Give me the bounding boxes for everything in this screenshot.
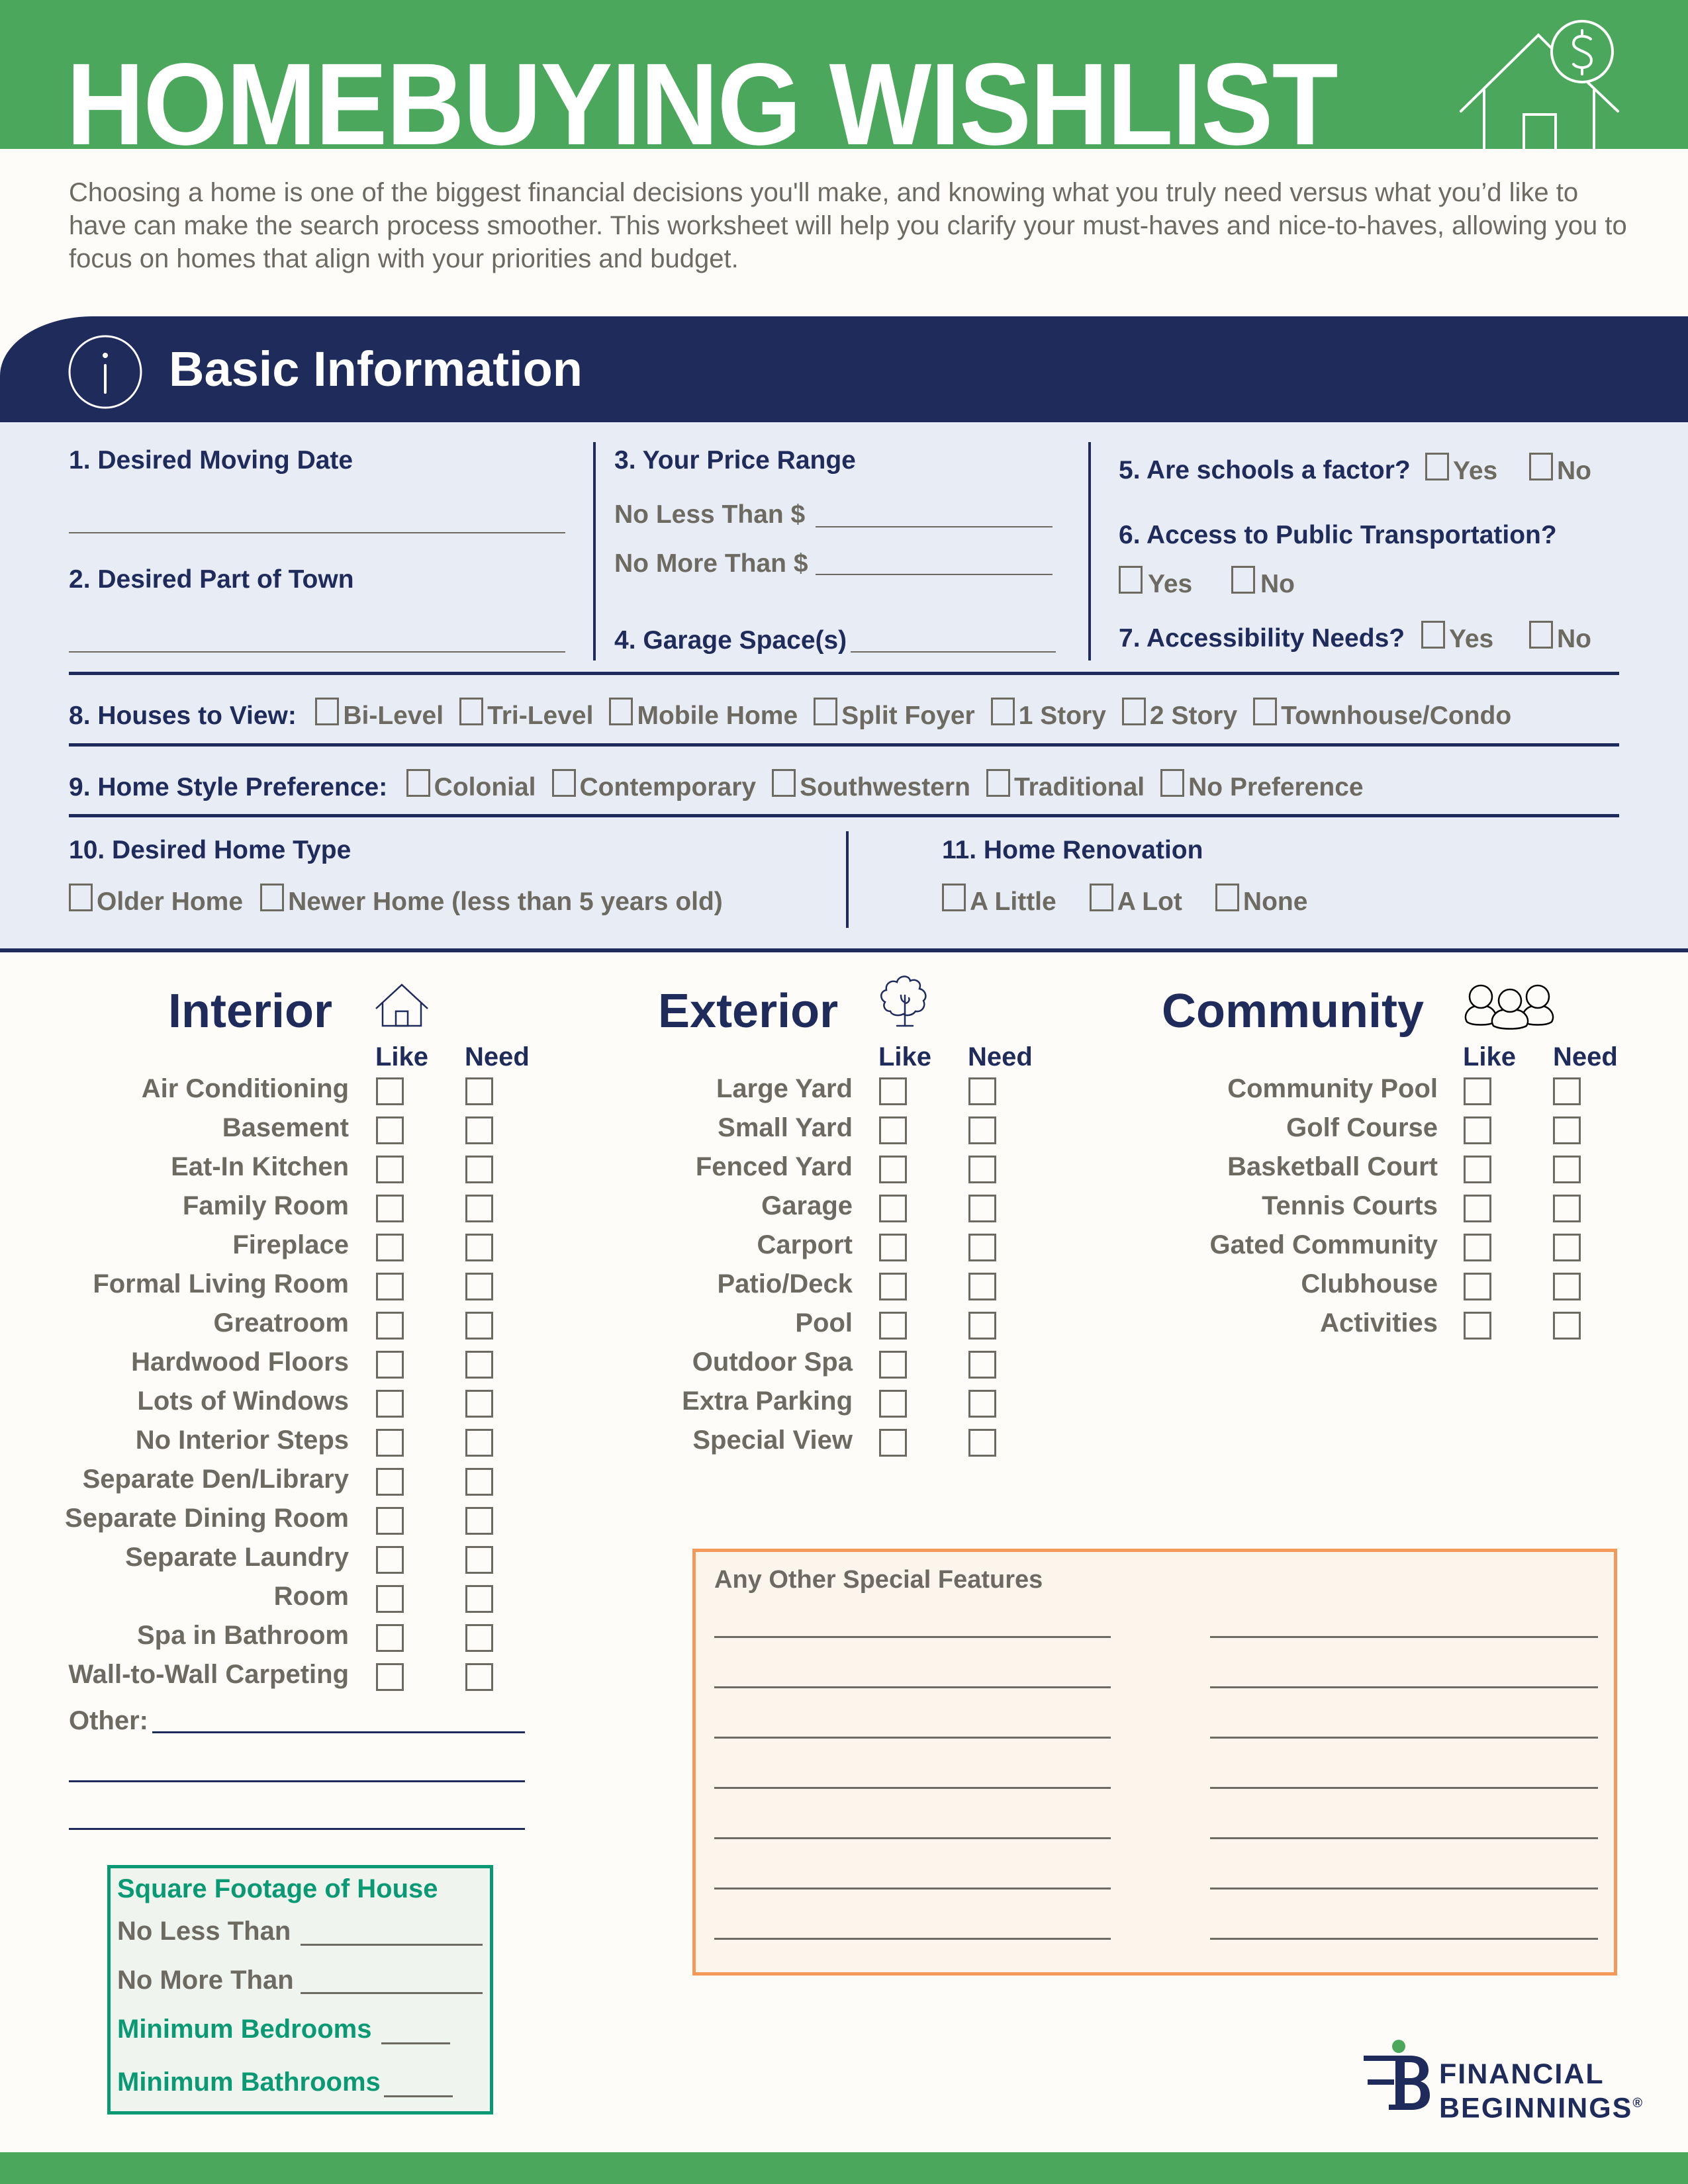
exterior-need-checkbox[interactable] xyxy=(968,1312,996,1340)
interior-need-checkbox[interactable] xyxy=(465,1116,493,1144)
special-feature-line[interactable] xyxy=(714,1837,1111,1839)
community-need-checkbox[interactable] xyxy=(1553,1312,1581,1340)
exterior-like-checkbox[interactable] xyxy=(879,1273,907,1300)
house-type-option[interactable]: Mobile Home xyxy=(609,702,798,730)
sqft-max-label: No More Than xyxy=(117,1966,294,1995)
accessibility-no-checkbox[interactable] xyxy=(1529,621,1553,649)
basic-info-title: Basic Information xyxy=(169,341,583,396)
q11-label: 11. Home Renovation xyxy=(942,836,1203,864)
schools-yes-option[interactable]: Yes xyxy=(1425,453,1497,486)
divider xyxy=(69,743,1619,747)
interior-like-checkbox[interactable] xyxy=(376,1116,404,1144)
other-field[interactable] xyxy=(152,1731,525,1733)
interior-item-label: Separate Laundry xyxy=(125,1543,349,1572)
exterior-like-checkbox[interactable] xyxy=(879,1429,907,1457)
exterior-need-checkbox[interactable] xyxy=(968,1156,996,1183)
min-bedrooms-label: Minimum Bedrooms xyxy=(117,2015,372,2044)
community-item-label: Community Pool xyxy=(1227,1074,1438,1103)
home-style-checkbox[interactable] xyxy=(406,769,430,797)
community-like-checkbox[interactable] xyxy=(1464,1273,1491,1300)
exterior-like-header: Like xyxy=(878,1042,932,1071)
house-type-checkbox[interactable] xyxy=(315,698,339,725)
interior-like-checkbox[interactable] xyxy=(376,1624,404,1652)
community-title: Community xyxy=(1162,985,1424,1038)
special-feature-line[interactable] xyxy=(1210,1938,1598,1940)
exterior-need-checkbox[interactable] xyxy=(968,1390,996,1418)
houses-to-view-row xyxy=(69,698,1511,731)
exterior-need-checkbox[interactable] xyxy=(968,1273,996,1300)
exterior-need-checkbox[interactable] xyxy=(968,1195,996,1222)
interior-like-checkbox[interactable] xyxy=(376,1273,404,1300)
special-feature-line[interactable] xyxy=(1210,1737,1598,1739)
price-min-label: No Less Than $ xyxy=(614,500,806,529)
community-like-checkbox[interactable] xyxy=(1464,1156,1491,1183)
interior-need-checkbox[interactable] xyxy=(465,1390,493,1418)
interior-need-checkbox[interactable] xyxy=(465,1077,493,1105)
exterior-like-checkbox[interactable] xyxy=(879,1195,907,1222)
community-need-checkbox[interactable] xyxy=(1553,1195,1581,1222)
renovation-options xyxy=(942,884,1307,917)
intro-paragraph: Choosing a home is one of the biggest financial decisions you'll make, and knowing what you truly need versus what you’d like to have can make the search process smoother. This worksheet will help you clarify your must-haves and nice-to-haves, allowing you to focus on homes that align with your priorities and budget. xyxy=(69,178,1627,273)
community-item-label: Golf Course xyxy=(1286,1113,1438,1142)
interior-item-label: Basement xyxy=(222,1113,349,1142)
schools-no-checkbox[interactable] xyxy=(1529,453,1553,480)
interior-item-label: Greatroom xyxy=(213,1308,349,1338)
special-feature-line[interactable] xyxy=(1210,1837,1598,1839)
home-type-option[interactable]: Older Home xyxy=(69,887,243,916)
q4-label: 4. Garage Space(s) xyxy=(614,626,847,655)
special-feature-line[interactable] xyxy=(714,1787,1111,1789)
exterior-like-checkbox[interactable] xyxy=(879,1234,907,1261)
special-feature-line[interactable] xyxy=(714,1888,1111,1889)
house-icon xyxy=(375,983,429,1027)
interior-need-checkbox[interactable] xyxy=(465,1312,493,1340)
q10-label: 10. Desired Home Type xyxy=(69,836,352,864)
logo-text: FINANCIAL BEGINNINGS® xyxy=(1439,2058,1644,2124)
home-style-option[interactable]: Colonial xyxy=(406,773,536,801)
q3-label: 3. Your Price Range xyxy=(614,446,856,475)
community-need-checkbox[interactable] xyxy=(1553,1156,1581,1183)
house-type-checkbox[interactable] xyxy=(1122,698,1146,725)
divider xyxy=(593,442,596,660)
renovation-option[interactable]: A Little xyxy=(942,887,1056,916)
house-type-option[interactable]: Split Foyer xyxy=(814,702,975,730)
transport-no-option[interactable]: No xyxy=(1231,566,1295,600)
community-need-checkbox[interactable] xyxy=(1553,1273,1581,1300)
exterior-like-checkbox[interactable] xyxy=(879,1156,907,1183)
accessibility-yes-checkbox[interactable] xyxy=(1421,621,1445,649)
interior-like-checkbox[interactable] xyxy=(376,1234,404,1261)
home-type-checkbox[interactable] xyxy=(69,884,93,911)
transport-yes-checkbox[interactable] xyxy=(1119,566,1143,594)
interior-item-label: Spa in Bathroom xyxy=(136,1621,349,1650)
tree-icon xyxy=(877,972,933,1027)
renovation-checkbox[interactable] xyxy=(1090,884,1113,911)
interior-need-checkbox[interactable] xyxy=(465,1468,493,1496)
schools-no-option[interactable]: No xyxy=(1529,453,1591,486)
sqft-max-field[interactable] xyxy=(301,1992,483,1994)
interior-need-checkbox[interactable] xyxy=(465,1195,493,1222)
house-type-option[interactable]: Bi-Level xyxy=(315,702,444,730)
sqft-min-field[interactable] xyxy=(301,1944,483,1946)
exterior-item-label: Extra Parking xyxy=(682,1387,853,1416)
divider xyxy=(69,814,1619,817)
house-type-option[interactable]: 1 Story xyxy=(991,702,1106,730)
accessibility-no-option[interactable]: No xyxy=(1529,621,1591,655)
interior-like-checkbox[interactable] xyxy=(376,1468,404,1496)
interior-like-checkbox[interactable] xyxy=(376,1585,404,1613)
min-bedrooms-field[interactable] xyxy=(381,2042,450,2044)
moving-date-field[interactable] xyxy=(69,532,565,533)
transport-no-checkbox[interactable] xyxy=(1231,566,1255,594)
interior-like-checkbox[interactable] xyxy=(376,1507,404,1535)
interior-item-label: Hardwood Floors xyxy=(131,1347,349,1377)
home-style-option[interactable]: Traditional xyxy=(986,773,1145,801)
home-style-checkbox[interactable] xyxy=(772,769,796,797)
exterior-item-label: Pool xyxy=(795,1308,853,1338)
community-need-checkbox[interactable] xyxy=(1553,1077,1581,1105)
financial-beginnings-logo-icon xyxy=(1364,2040,1430,2114)
people-group-icon xyxy=(1463,982,1557,1030)
interior-like-checkbox[interactable] xyxy=(376,1390,404,1418)
q9-label: 9. Home Style Preference: xyxy=(69,773,388,801)
exterior-item-label: Special View xyxy=(692,1426,853,1455)
interior-item-label: Formal Living Room xyxy=(93,1269,349,1298)
interior-like-checkbox[interactable] xyxy=(376,1351,404,1379)
house-type-checkbox[interactable] xyxy=(459,698,483,725)
price-max-field[interactable] xyxy=(816,574,1053,575)
exterior-need-header: Need xyxy=(968,1042,1033,1071)
interior-need-header: Need xyxy=(465,1042,530,1071)
interior-like-checkbox[interactable] xyxy=(376,1429,404,1457)
schools-yes-checkbox[interactable] xyxy=(1425,453,1449,480)
interior-need-checkbox[interactable] xyxy=(465,1624,493,1652)
sqft-title: Square Footage of House xyxy=(117,1874,438,1903)
special-feature-line[interactable] xyxy=(714,1737,1111,1739)
section-divider xyxy=(0,948,1688,952)
exterior-need-checkbox[interactable] xyxy=(968,1234,996,1261)
q6-label: 6. Access to Public Transportation? xyxy=(1119,521,1557,549)
exterior-need-checkbox[interactable] xyxy=(968,1077,996,1105)
home-style-row xyxy=(69,769,1364,803)
sqft-min-label: No Less Than xyxy=(117,1917,291,1946)
exterior-like-checkbox[interactable] xyxy=(879,1390,907,1418)
renovation-checkbox[interactable] xyxy=(942,884,966,911)
exterior-like-checkbox[interactable] xyxy=(879,1351,907,1379)
exterior-like-checkbox[interactable] xyxy=(879,1116,907,1144)
basic-info-section xyxy=(0,422,1688,950)
community-like-checkbox[interactable] xyxy=(1464,1195,1491,1222)
community-need-checkbox[interactable] xyxy=(1553,1116,1581,1144)
interior-like-checkbox[interactable] xyxy=(376,1546,404,1574)
home-type-checkbox[interactable] xyxy=(260,884,284,911)
home-style-option[interactable]: No Preference xyxy=(1160,773,1363,801)
info-icon xyxy=(68,334,143,410)
price-min-field[interactable] xyxy=(816,526,1053,527)
other-field[interactable] xyxy=(69,1780,525,1782)
community-item-label: Basketball Court xyxy=(1227,1152,1438,1181)
exterior-item-label: Small Yard xyxy=(718,1113,853,1142)
other-field[interactable] xyxy=(69,1828,525,1830)
exterior-item-label: Fenced Yard xyxy=(695,1152,853,1181)
special-feature-line[interactable] xyxy=(1210,1636,1598,1638)
interior-like-checkbox[interactable] xyxy=(376,1077,404,1105)
special-feature-line[interactable] xyxy=(1210,1686,1598,1688)
interior-title: Interior xyxy=(168,985,333,1038)
interior-like-header: Like xyxy=(375,1042,429,1071)
interior-like-checkbox[interactable] xyxy=(376,1156,404,1183)
interior-need-checkbox[interactable] xyxy=(465,1429,493,1457)
accessibility-yes-option[interactable]: Yes xyxy=(1421,621,1493,655)
exterior-item-label: Patio/Deck xyxy=(717,1269,853,1298)
renovation-checkbox[interactable] xyxy=(1215,884,1239,911)
exterior-need-checkbox[interactable] xyxy=(968,1116,996,1144)
min-bathrooms-label: Minimum Bathrooms xyxy=(117,2068,381,2097)
other-label: Other: xyxy=(69,1706,148,1735)
interior-like-checkbox[interactable] xyxy=(376,1195,404,1222)
special-feature-line[interactable] xyxy=(714,1938,1111,1940)
min-bathrooms-field[interactable] xyxy=(384,2095,453,2097)
exterior-need-checkbox[interactable] xyxy=(968,1429,996,1457)
interior-item-label: Separate Dining Room xyxy=(65,1504,349,1533)
house-type-checkbox[interactable] xyxy=(1253,698,1277,725)
exterior-item-label: Large Yard xyxy=(716,1074,853,1103)
special-feature-line[interactable] xyxy=(1210,1787,1598,1789)
footer-band xyxy=(0,2152,1688,2184)
interior-need-checkbox[interactable] xyxy=(465,1273,493,1300)
page-title: HOMEBUYING WISHLIST xyxy=(66,40,1337,169)
interior-need-checkbox[interactable] xyxy=(465,1663,493,1691)
q7-label: 7. Accessibility Needs? xyxy=(1119,624,1405,653)
special-features-title: Any Other Special Features xyxy=(714,1566,1043,1594)
interior-need-checkbox[interactable] xyxy=(465,1156,493,1183)
interior-item-label: Wall-to-Wall Carpeting xyxy=(68,1660,349,1689)
community-need-header: Need xyxy=(1553,1042,1618,1071)
home-type-option[interactable]: Newer Home (less than 5 years old) xyxy=(260,887,723,916)
divider xyxy=(69,672,1619,675)
exterior-item-label: Carport xyxy=(757,1230,853,1259)
community-like-header: Like xyxy=(1463,1042,1517,1071)
community-item-label: Gated Community xyxy=(1209,1230,1438,1259)
house-dollar-icon xyxy=(1456,10,1628,150)
interior-item-label: Eat-In Kitchen xyxy=(171,1152,349,1181)
interior-item-label: Air Conditioning xyxy=(141,1074,349,1103)
special-feature-line[interactable] xyxy=(714,1636,1111,1638)
q1-label: 1. Desired Moving Date xyxy=(69,446,353,475)
community-like-checkbox[interactable] xyxy=(1464,1312,1491,1340)
renovation-option[interactable]: A Lot xyxy=(1090,887,1182,916)
q5-label: 5. Are schools a factor? xyxy=(1119,456,1411,484)
home-style-checkbox[interactable] xyxy=(986,769,1010,797)
part-of-town-field[interactable] xyxy=(69,651,565,653)
home-style-option[interactable]: Contemporary xyxy=(552,773,757,801)
home-style-checkbox[interactable] xyxy=(1160,769,1184,797)
home-style-option[interactable]: Southwestern xyxy=(772,773,970,801)
interior-need-checkbox[interactable] xyxy=(465,1234,493,1261)
interior-like-checkbox[interactable] xyxy=(376,1663,404,1691)
house-type-option[interactable]: Townhouse/Condo xyxy=(1253,702,1511,730)
exterior-title: Exterior xyxy=(658,985,839,1038)
community-like-checkbox[interactable] xyxy=(1464,1077,1491,1105)
interior-need-checkbox[interactable] xyxy=(465,1351,493,1379)
exterior-item-label: Outdoor Spa xyxy=(692,1347,853,1377)
exterior-item-label: Garage xyxy=(761,1191,853,1220)
house-type-checkbox[interactable] xyxy=(814,698,837,725)
community-item-label: Clubhouse xyxy=(1301,1269,1438,1298)
divider xyxy=(846,831,849,928)
interior-need-checkbox[interactable] xyxy=(465,1507,493,1535)
exterior-need-checkbox[interactable] xyxy=(968,1351,996,1379)
transport-yes-option[interactable]: Yes xyxy=(1119,566,1192,600)
q8-label: 8. Houses to View: xyxy=(69,702,297,730)
house-type-checkbox[interactable] xyxy=(991,698,1015,725)
community-like-checkbox[interactable] xyxy=(1464,1116,1491,1144)
interior-need-checkbox[interactable] xyxy=(465,1546,493,1574)
interior-item-label: Lots of Windows xyxy=(137,1387,349,1416)
special-feature-line[interactable] xyxy=(1210,1888,1598,1889)
price-max-label: No More Than $ xyxy=(614,549,808,578)
community-item-label: Tennis Courts xyxy=(1262,1191,1438,1220)
interior-like-checkbox[interactable] xyxy=(376,1312,404,1340)
house-type-option[interactable]: Tri-Level xyxy=(459,702,593,730)
exterior-like-checkbox[interactable] xyxy=(879,1312,907,1340)
interior-item-label: Fireplace xyxy=(232,1230,349,1259)
community-need-checkbox[interactable] xyxy=(1553,1234,1581,1261)
interior-item-label: Family Room xyxy=(182,1191,349,1220)
home-style-checkbox[interactable] xyxy=(552,769,576,797)
community-item-label: Activities xyxy=(1320,1308,1438,1338)
divider xyxy=(1088,442,1091,660)
home-type-options xyxy=(69,884,723,917)
interior-need-checkbox[interactable] xyxy=(465,1585,493,1613)
interior-item-label: No Interior Steps xyxy=(135,1426,349,1455)
house-type-option[interactable]: 2 Story xyxy=(1122,702,1237,730)
special-feature-line[interactable] xyxy=(714,1686,1111,1688)
renovation-option[interactable]: None xyxy=(1215,887,1308,916)
garage-spaces-field[interactable] xyxy=(851,651,1056,653)
interior-item-label: Room xyxy=(273,1582,349,1611)
q2-label: 2. Desired Part of Town xyxy=(69,565,354,594)
community-like-checkbox[interactable] xyxy=(1464,1234,1491,1261)
interior-item-label: Separate Den/Library xyxy=(82,1465,349,1494)
special-features-box xyxy=(692,1549,1617,1976)
house-type-checkbox[interactable] xyxy=(609,698,633,725)
exterior-like-checkbox[interactable] xyxy=(879,1077,907,1105)
